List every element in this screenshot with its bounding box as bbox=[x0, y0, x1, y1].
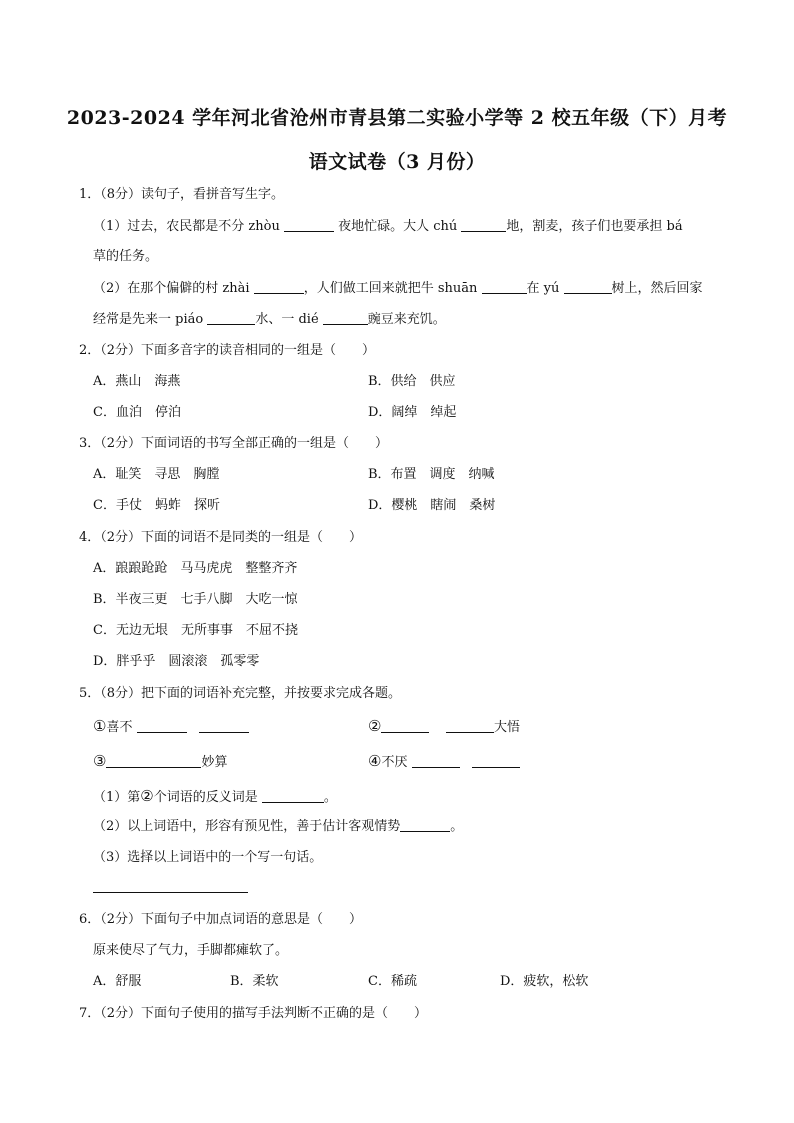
q2-option-a[interactable]: A．燕山 海燕 bbox=[93, 374, 181, 389]
q1-s1-text-b: 夜地忙碌。大人 chú bbox=[338, 219, 458, 234]
q1-s1-text-d: 草的任务。 bbox=[93, 249, 159, 264]
answer-blank[interactable] bbox=[381, 720, 429, 733]
q1-s2-text-e: 经常是先来一 piáo bbox=[93, 312, 204, 327]
q1-s2-text-a: （2）在那个偏僻的村 zhài bbox=[93, 281, 250, 296]
q1-s2-text-d: 树上，然后回家 bbox=[611, 281, 703, 296]
q1-sentence2-cont bbox=[93, 311, 446, 329]
q5-word4 bbox=[368, 752, 520, 772]
answer-blank[interactable] bbox=[472, 755, 520, 768]
q5-word1-text: 喜不 bbox=[106, 720, 133, 735]
q4-option-a[interactable]: A．踉踉跄跄 马马虎虎 整整齐齐 bbox=[93, 561, 298, 576]
q5-sub3: （3）选择以上词语中的一个写一句话。 bbox=[93, 850, 323, 865]
q1-s1-text-c: 地，割麦，孩子们也要承担 bá bbox=[506, 219, 683, 234]
exam-title-line1: 2023-2024 学年河北省沧州市青县第二实验小学等 2 校五年级（下）月考 bbox=[66, 107, 728, 129]
q5-sub1-text-a: （1）第 bbox=[93, 790, 141, 805]
exam-title-line2: 语文试卷（3 月份） bbox=[308, 151, 486, 173]
q2-option-b[interactable]: B．供给 供应 bbox=[368, 374, 456, 389]
answer-line[interactable] bbox=[93, 880, 248, 893]
q6-option-a[interactable]: A．舒服 bbox=[93, 974, 142, 989]
q5-sub2-end: 。 bbox=[450, 819, 464, 834]
q5-num1: ① bbox=[93, 717, 107, 735]
answer-blank[interactable] bbox=[564, 281, 612, 294]
q3-option-a[interactable]: A．耻笑 寻思 胸膛 bbox=[93, 467, 220, 482]
answer-blank[interactable] bbox=[106, 755, 201, 768]
q5-sub1-num: ② bbox=[140, 787, 154, 805]
answer-blank[interactable] bbox=[199, 720, 249, 733]
q1-header: 1．（8分）读句子，看拼音写生字。 bbox=[79, 187, 285, 202]
q5-word4-text: 不厌 bbox=[381, 755, 408, 770]
answer-blank[interactable] bbox=[254, 281, 304, 294]
q7-header: 7．（2分）下面句子使用的描写手法判断不正确的是（ ） bbox=[79, 1006, 428, 1021]
q6-option-d[interactable]: D．疲软，松软 bbox=[500, 974, 589, 989]
q5-num3: ③ bbox=[93, 752, 107, 770]
answer-blank[interactable] bbox=[262, 790, 324, 803]
answer-blank[interactable] bbox=[137, 720, 187, 733]
q6-sentence: 原来使尽了气力，手脚都瘫软了。 bbox=[93, 943, 289, 958]
q5-word2-text: 大悟 bbox=[493, 720, 520, 735]
q5-sub2-text: （2）以上词语中，形容有预见性，善于估计客观情势 bbox=[93, 819, 401, 834]
q5-word1 bbox=[93, 717, 249, 737]
q1-s2-text-b: ，人们做工回来就把牛 shuān bbox=[303, 281, 478, 296]
q1-sentence1 bbox=[93, 218, 683, 236]
q4-option-c[interactable]: C．无边无垠 无所事事 不屈不挠 bbox=[93, 623, 298, 638]
answer-blank[interactable] bbox=[284, 219, 334, 232]
q3-option-d[interactable]: D．樱桃 瞎闹 桑树 bbox=[368, 498, 496, 513]
q1-s2-text-g: 豌豆来充饥。 bbox=[367, 312, 446, 327]
q5-sub2 bbox=[93, 818, 463, 836]
q4-option-d[interactable]: D．胖乎乎 圆滚滚 孤零零 bbox=[93, 654, 260, 669]
answer-blank[interactable] bbox=[446, 720, 494, 733]
q5-sub1 bbox=[93, 787, 337, 807]
q5-sub1-text-b: 个词语的反义词是 bbox=[153, 790, 258, 805]
answer-blank[interactable] bbox=[400, 819, 450, 832]
q6-option-c[interactable]: C．稀疏 bbox=[368, 974, 417, 989]
q2-option-d[interactable]: D．阔绰 绰起 bbox=[368, 405, 457, 420]
answer-blank[interactable] bbox=[461, 219, 506, 232]
q3-header: 3．（2分）下面词语的书写全部正确的一组是（ ） bbox=[79, 436, 389, 451]
q4-option-b[interactable]: B．半夜三更 七手八脚 大吃一惊 bbox=[93, 592, 298, 607]
answer-blank[interactable] bbox=[323, 312, 368, 325]
q5-header: 5．（8分）把下面的词语补充完整，并按要求完成各题。 bbox=[79, 686, 402, 701]
q5-num4: ④ bbox=[368, 752, 382, 770]
q1-s2-text-f: 水、一 dié bbox=[255, 312, 319, 327]
q6-option-b[interactable]: B．柔软 bbox=[230, 974, 279, 989]
q5-word3-text: 妙算 bbox=[201, 755, 228, 770]
q6-header: 6．（2分）下面句子中加点词语的意思是（ ） bbox=[79, 912, 363, 927]
answer-blank[interactable] bbox=[482, 281, 527, 294]
answer-blank[interactable] bbox=[412, 755, 460, 768]
q3-option-c[interactable]: C．手仗 蚂蚱 探听 bbox=[93, 498, 220, 513]
q2-option-c[interactable]: C．血泊 停泊 bbox=[93, 405, 181, 420]
q1-s1-text-a: （1）过去，农民都是不分 zhòu bbox=[93, 219, 280, 234]
q2-header: 2．（2分）下面多音字的读音相同的一组是（ ） bbox=[79, 343, 376, 358]
q5-word3 bbox=[93, 752, 227, 772]
q1-sentence2 bbox=[93, 280, 703, 298]
q5-word2 bbox=[368, 717, 520, 737]
q4-header: 4．（2分）下面的词语不是同类的一组是（ ） bbox=[79, 530, 363, 545]
answer-blank[interactable] bbox=[207, 312, 255, 325]
q5-sub1-end: 。 bbox=[323, 790, 337, 805]
q3-option-b[interactable]: B．布置 调度 纳喊 bbox=[368, 467, 495, 482]
q5-num2: ② bbox=[368, 717, 382, 735]
q1-s2-text-c: 在 yú bbox=[526, 281, 560, 296]
